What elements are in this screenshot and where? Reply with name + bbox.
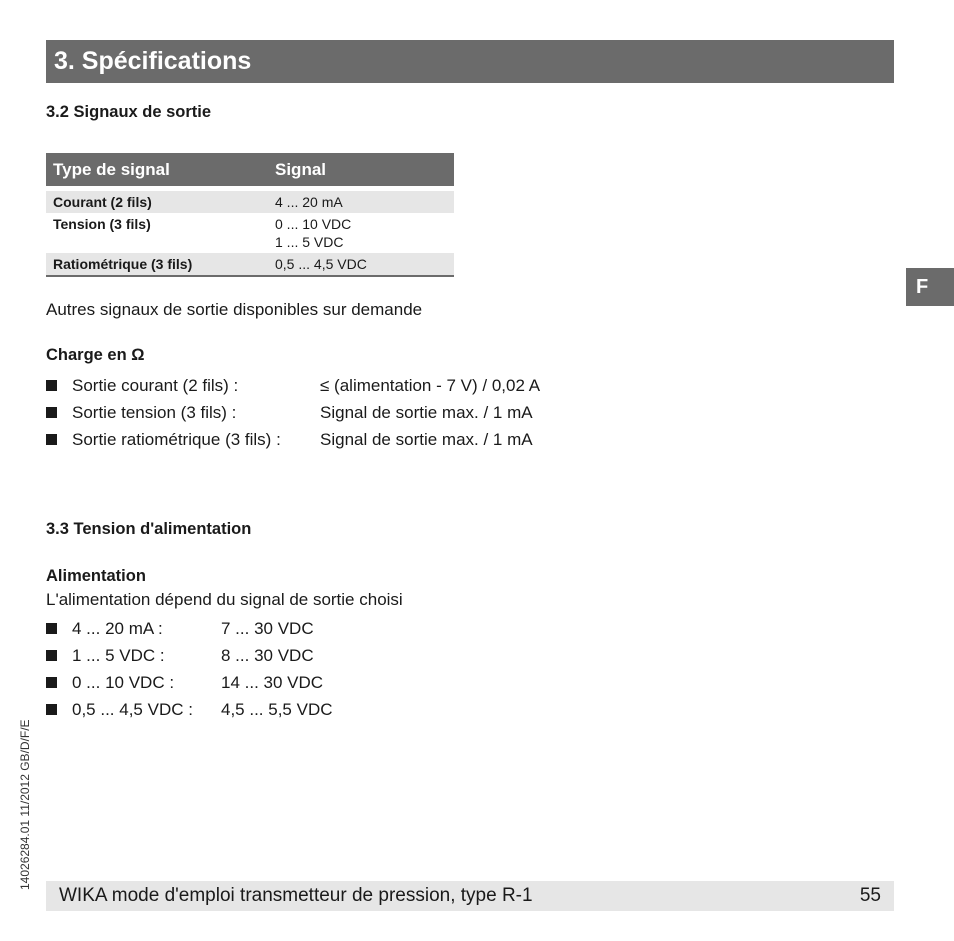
- table-header-row: [46, 153, 454, 186]
- bullet-square-icon: [46, 677, 57, 688]
- signal-value: 0,5 ... 4,5 VDC: [275, 256, 367, 272]
- supply-description: L'alimentation dépend du signal de sortie choisi: [46, 590, 403, 609]
- list-item: [46, 615, 333, 642]
- document-code: 14026284.01 11/2012 GB/D/F/E: [18, 719, 32, 890]
- table-row: [46, 191, 454, 213]
- list-item-label: 4 ... 20 mA :: [72, 618, 163, 638]
- bullet-square-icon: [46, 650, 57, 661]
- list-item-label: 1 ... 5 VDC :: [72, 645, 165, 665]
- table-cell-signal: [268, 213, 454, 253]
- list-item-value: 8 ... 30 VDC: [221, 645, 314, 665]
- signal-value: 0 ... 10 VDC: [275, 216, 352, 232]
- list-item-label: Sortie courant (2 fils) :: [72, 375, 239, 395]
- list-item: [46, 642, 333, 669]
- load-list: [46, 372, 540, 453]
- list-item: [46, 372, 540, 399]
- load-title: Charge en Ω: [46, 346, 145, 364]
- section-title-3-2: 3.2 Signaux de sortie: [46, 103, 212, 121]
- supply-list: [46, 615, 333, 723]
- footer: [46, 881, 894, 911]
- other-signals-note: Autres signaux de sortie disponibles sur demande: [46, 300, 423, 319]
- list-item: [46, 696, 333, 723]
- signal-value: 1 ... 5 VDC: [275, 234, 344, 250]
- list-item-value: ≤ (alimentation - 7 V) / 0,02 A: [320, 375, 541, 395]
- table-row: [46, 213, 454, 253]
- list-item-value: 4,5 ... 5,5 VDC: [221, 699, 333, 719]
- table-header-signal: Signal: [268, 153, 454, 186]
- list-item-label: 0,5 ... 4,5 VDC :: [72, 699, 193, 719]
- table-cell-signal: [268, 253, 454, 276]
- bullet-square-icon: [46, 434, 57, 445]
- table-cell-type: Courant (2 fils): [46, 191, 268, 213]
- list-item-value: Signal de sortie max. / 1 mA: [320, 429, 533, 449]
- chapter-title-bar: [46, 40, 894, 83]
- bullet-square-icon: [46, 623, 57, 634]
- language-tab: [906, 268, 954, 306]
- list-item-label: Sortie tension (3 fils) :: [72, 402, 237, 422]
- list-item-value: 7 ... 30 VDC: [221, 618, 314, 638]
- page-number: 55: [859, 885, 881, 906]
- language-tab-label: F: [916, 276, 929, 298]
- signal-value: 4 ... 20 mA: [275, 194, 343, 210]
- list-item-value: 14 ... 30 VDC: [221, 672, 324, 692]
- list-item: [46, 426, 540, 453]
- bullet-square-icon: [46, 407, 57, 418]
- table-cell-signal: [268, 191, 454, 213]
- list-item: [46, 669, 333, 696]
- output-signal-table: [46, 153, 454, 277]
- section-title-3-3: 3.3 Tension d'alimentation: [46, 520, 252, 538]
- footer-title: WIKA mode d'emploi transmetteur de pression, type R-1: [59, 885, 533, 906]
- table-row: [46, 253, 454, 276]
- supply-subtitle: Alimentation: [46, 567, 146, 585]
- bullet-square-icon: [46, 380, 57, 391]
- table-header-type: Type de signal: [46, 153, 268, 186]
- table-cell-type: Ratiométrique (3 fils): [46, 253, 268, 276]
- list-item-value: Signal de sortie max. / 1 mA: [320, 402, 533, 422]
- bullet-square-icon: [46, 704, 57, 715]
- list-item-label: Sortie ratiométrique (3 fils) :: [72, 429, 281, 449]
- list-item: [46, 399, 540, 426]
- chapter-title: 3. Spécifications: [54, 47, 252, 75]
- table-cell-type: Tension (3 fils): [53, 216, 151, 232]
- list-item-label: 0 ... 10 VDC :: [72, 672, 175, 692]
